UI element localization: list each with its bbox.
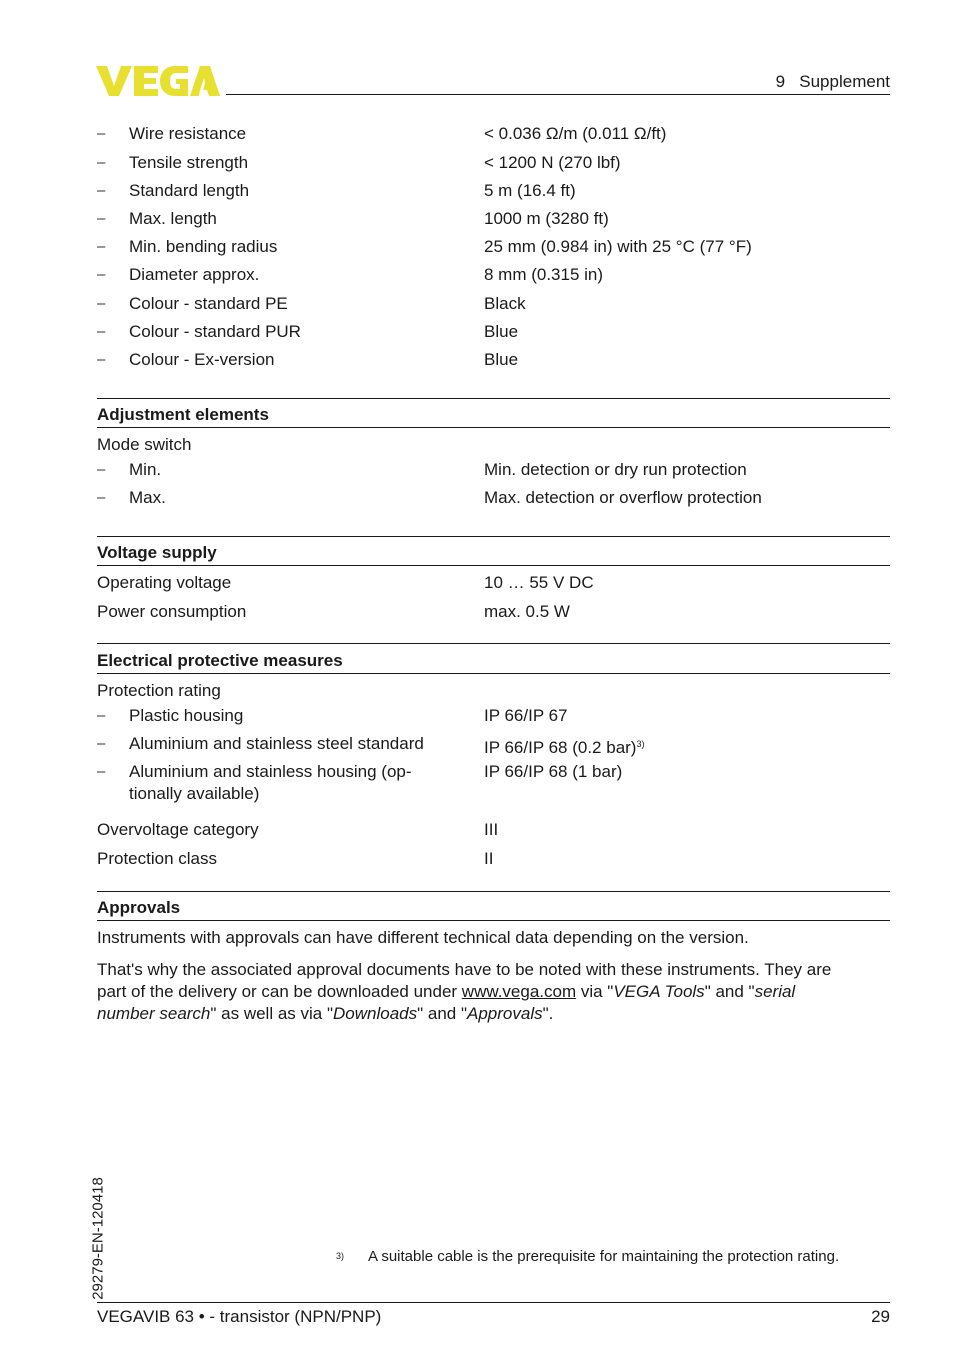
bullet-dash: – [97,351,106,368]
spec-value: Max. detection or overflow protection [484,488,762,507]
para-line [97,1003,890,1025]
spec-value [484,733,644,759]
text-run: part of the delivery or can be downloaded under [97,982,462,1001]
footnote-text: A suitable cable is the prerequisite for maintaining the protection rating. [368,1248,840,1265]
text-run: via " [576,982,614,1001]
section-rule-top [97,643,890,644]
spec-row-overvoltage [97,819,890,841]
text-run-italic: Downloads [333,1004,418,1023]
section-rule-top [97,536,890,537]
spec-value: II [484,849,494,868]
spec-value: Min. detection or dry run protection [484,460,747,479]
spec-value: III [484,820,499,839]
header-rule [226,94,890,95]
spec-label: Colour - standard PUR [129,322,301,341]
spec-row-min [97,459,890,481]
spec-value: IP 66/IP 68 (1 bar) [484,762,623,781]
page-number: 29 [871,1307,890,1326]
text-run-italic: Approvals [467,1004,543,1023]
bullet-dash: – [97,238,106,255]
spec-value: IP 66/IP 67 [484,706,568,725]
bullet-dash: – [97,461,106,478]
protection-rating-row [97,680,890,702]
spec-row-bending-radius [97,236,890,258]
spec-label: Min. [129,460,162,479]
spec-value: Black [484,294,526,313]
spec-row-standard-length [97,180,890,202]
spec-row-protection-class [97,848,890,870]
spec-value: max. 0.5 W [484,602,570,621]
bullet-dash: – [97,210,106,227]
spec-label: Tensile strength [129,153,249,172]
spec-label: Aluminium and stainless steel standard [129,734,424,753]
section-rule-top [97,891,890,892]
spec-value: 25 mm (0.984 in) with 25 °C (77 °F) [484,237,752,256]
document-id: 29279-EN-120418 [89,1177,107,1300]
section-title-electrical: Electrical protective measures [97,651,343,670]
approvals-paragraph-1: Instruments with approvals can have different technical data depending on the version. [97,928,749,947]
spec-row-plastic-housing [97,705,890,727]
spec-value: 10 … 55 V DC [484,573,594,592]
mode-switch-row [97,434,890,456]
spec-value: < 0.036 Ω/m (0.011 Ω/ft) [484,124,667,143]
spec-value: 8 mm (0.315 in) [484,265,604,284]
spec-value-text: IP 66/IP 68 (0.2 bar) [484,738,637,757]
text-run: " and " [417,1004,468,1023]
spec-row-tensile-strength [97,152,890,174]
bullet-dash: – [97,707,106,724]
section-title-approvals: Approvals [97,898,181,917]
spec-label: Wire resistance [129,124,247,143]
bullet-dash: – [97,735,106,752]
vega-website-link[interactable]: www.vega.com [461,982,577,1001]
bullet-dash: – [97,763,106,780]
spec-label: Power consumption [97,602,247,621]
spec-row-max-length [97,208,890,230]
text-run: " and " [704,982,755,1001]
section-rule-top [97,398,890,399]
text-run-italic: number search [97,1004,211,1023]
para-line [97,981,890,1003]
spec-label: Max. length [129,209,217,228]
spec-label: Min. bending radius [129,237,278,256]
approvals-paragraph-2 [97,959,890,1025]
mode-switch-label: Mode switch [97,435,192,454]
spec-label-line2: tionally available) [129,784,260,803]
section-label: 9 Supplement [775,72,890,91]
spec-row-colour-pur [97,321,890,343]
spec-value: < 1200 N (270 lbf) [484,153,621,172]
spec-label: Plastic housing [129,706,244,725]
para-line: That's why the associated approval documents have to be noted with these instruments. They are [97,960,832,979]
spec-value: 5 m (16.4 ft) [484,181,576,200]
spec-value: Blue [484,322,519,341]
spec-label: Max. [129,488,166,507]
bullet-dash: – [97,266,106,283]
spec-label: Standard length [129,181,250,200]
bullet-dash: – [97,295,106,312]
section-rule-bottom [97,565,890,566]
footnote-ref: 3) [636,739,645,749]
section-rule-bottom [97,920,890,921]
spec-label-line1: Aluminium and stainless housing (op- [129,762,412,781]
footnote-mark: 3) [336,1251,345,1261]
spec-label: Protection class [97,849,217,868]
vega-logo [96,64,220,98]
spec-row-max [97,487,890,509]
footer-product-title: VEGAVIB 63 • - transistor (NPN/PNP) [97,1307,382,1326]
section-title-adjustment: Adjustment elements [97,405,269,424]
section-rule-bottom [97,673,890,674]
spec-label: Diameter approx. [129,265,260,284]
section-title-voltage: Voltage supply [97,543,217,562]
bullet-dash: – [97,154,106,171]
spec-row-colour-pe [97,293,890,315]
bullet-dash: – [97,489,106,506]
spec-value: 1000 m (3280 ft) [484,209,609,228]
bullet-dash: – [97,323,106,340]
text-run-italic: serial [754,982,796,1001]
spec-row-power-consumption [97,601,890,623]
text-run: ". [542,1004,554,1023]
spec-row-operating-voltage [97,572,890,594]
bullet-dash: – [97,125,106,142]
footer-rule [97,1302,890,1303]
text-run-italic: VEGA Tools [613,982,705,1001]
spec-label: Colour - Ex-version [129,350,275,369]
spec-row-wire-resistance [97,123,890,145]
spec-row-colour-ex [97,349,890,371]
spec-row-aluminium-standard [97,733,890,755]
spec-label: Colour - standard PE [129,294,288,313]
spec-row-aluminium-optional [97,761,890,805]
spec-label: Operating voltage [97,573,232,592]
text-run: " as well as via " [210,1004,334,1023]
spec-row-diameter [97,264,890,286]
spec-label: Overvoltage category [97,820,259,839]
spec-value: Blue [484,350,519,369]
section-rule-bottom [97,427,890,428]
protection-rating-label: Protection rating [97,681,221,700]
bullet-dash: – [97,182,106,199]
